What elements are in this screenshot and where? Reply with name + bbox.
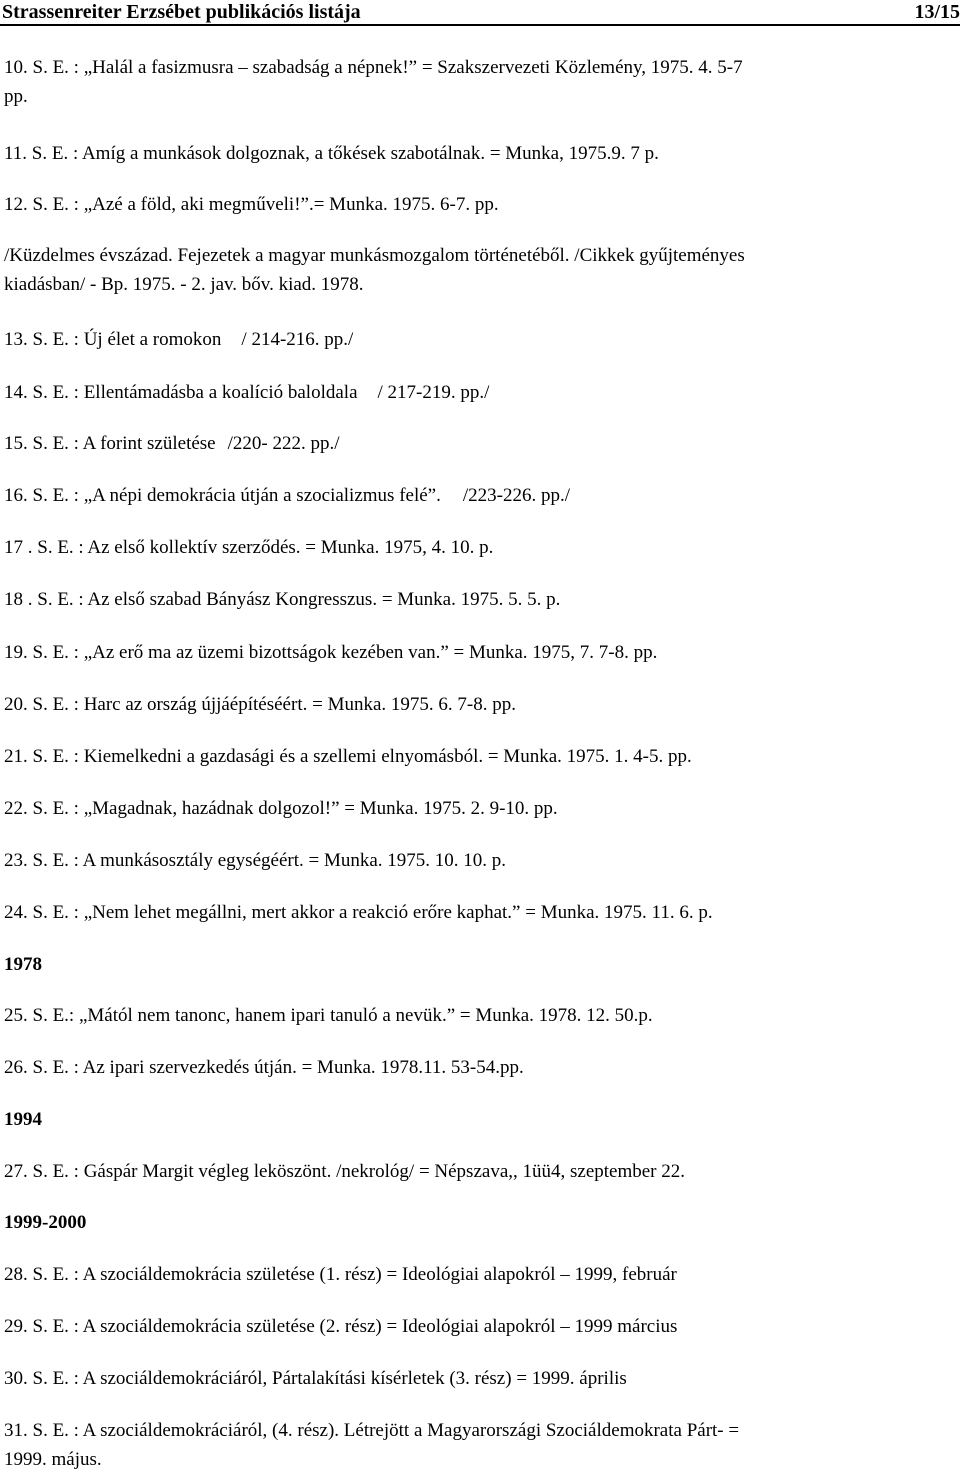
entry-14 <box>4 378 952 407</box>
entry-11: 11. S. E. : Amíg a munkások dolgoznak, a tőkések szabotálnak. = Munka, 1975.9. 7 p. <box>4 143 659 164</box>
book-reference-line-2: kiadásban/ - Bp. 1975. - 2. jav. bőv. kiad. 1978. <box>4 274 364 295</box>
entry-30: 30. S. E. : A szociáldemokráciáról, Pártalakítási kísérletek (3. rész) = 1999. április <box>4 1368 627 1389</box>
entry-22: 22. S. E. : „Magadnak, hazádnak dolgozol!” = Munka. 1975. 2. 9-10. pp. <box>4 798 558 819</box>
entry-15 <box>4 429 952 458</box>
year-heading-1978: 1978 <box>4 954 42 975</box>
entry-25: 25. S. E.: „Mától nem tanonc, hanem ipari tanuló a nevük.” = Munka. 1978. 12. 50.p. <box>4 1005 653 1026</box>
year-heading-1994: 1994 <box>4 1109 42 1130</box>
entry-31-line-2: 1999. május. <box>4 1449 102 1470</box>
entry-13-pages: / 214-216. pp./ <box>241 329 354 350</box>
entry-16-title: 16. S. E. : „A népi demokrácia útján a szocializmus felé”. <box>4 485 441 506</box>
entry-15-pages: /220- 222. pp./ <box>227 433 340 454</box>
entry-23: 23. S. E. : A munkásosztály egységéért. = Munka. 1975. 10. 10. p. <box>4 850 507 871</box>
entry-14-title: 14. S. E. : Ellentámadásba a koalíció baloldala <box>4 382 358 403</box>
year-heading-1999-2000: 1999-2000 <box>4 1212 87 1233</box>
entry-31-line-1: 31. S. E. : A szociáldemokráciáról, (4. rész). Létrejött a Magyarországi Szociáldemokrata Párt- = <box>4 1420 740 1441</box>
entry-21: 21. S. E. : Kiemelkedni a gazdasági és a szellemi elnyomásból. = Munka. 1975. 1. 4-5. pp. <box>4 746 692 767</box>
entry-24: 24. S. E. : „Nem lehet megállni, mert akkor a reakció erőre kaphat.” = Munka. 1975. 11. 6. p. <box>4 902 713 923</box>
entry-13 <box>4 325 952 354</box>
entry-16-pages: /223-226. pp./ <box>462 485 570 506</box>
entry-18: 18 . S. E. : Az első szabad Bányász Kongresszus. = Munka. 1975. 5. 5. p. <box>4 589 561 610</box>
book-reference-line-1: /Küzdelmes évszázad. Fejezetek a magyar munkásmozgalom történetéből. /Cikkek gyűjteményes <box>4 245 745 266</box>
entry-20: 20. S. E. : Harc az ország újjáépítéséért. = Munka. 1975. 6. 7-8. pp. <box>4 694 516 715</box>
entry-15-title: 15. S. E. : A forint születése <box>4 433 216 454</box>
entry-10-line-2: pp. <box>4 86 28 107</box>
page-number: 13/15 <box>914 1 960 23</box>
entry-10-line-1: 10. S. E. : „Halál a fasizmusra – szabadság a népnek!” = Szakszervezeti Közlemény, 1975. 4. 5-7 <box>4 57 743 78</box>
entry-10 <box>4 53 952 111</box>
entry-13-title: 13. S. E. : Új élet a romokon <box>4 329 222 350</box>
entry-29: 29. S. E. : A szociáldemokrácia születése (2. rész) = Ideológiai alapokról – 1999 március <box>4 1316 678 1337</box>
document-title: Strassenreiter Erzsébet publikációs listája <box>2 1 361 23</box>
entry-17: 17 . S. E. : Az első kollektív szerződés. = Munka. 1975, 4. 10. p. <box>4 537 494 558</box>
entry-31 <box>4 1416 952 1474</box>
entry-19: 19. S. E. : „Az erő ma az üzemi bizottságok kezében van.” = Munka. 1975, 7. 7-8. pp. <box>4 642 658 663</box>
entry-12: 12. S. E. : „Azé a föld, aki megműveli!”.= Munka. 1975. 6-7. pp. <box>4 194 499 215</box>
entry-27: 27. S. E. : Gáspár Margit végleg leköszönt. /nekrológ/ = Népszava,, 1üü4, szeptember 22. <box>4 1161 686 1182</box>
entry-28: 28. S. E. : A szociáldemokrácia születése (1. rész) = Ideológiai alapokról – 1999, február <box>4 1264 677 1285</box>
book-reference <box>4 241 952 299</box>
entry-16 <box>4 481 952 510</box>
entry-26: 26. S. E. : Az ipari szervezkedés útján. = Munka. 1978.11. 53-54.pp. <box>4 1057 524 1078</box>
entry-14-pages: / 217-219. pp./ <box>377 382 490 403</box>
page-header <box>0 0 960 26</box>
